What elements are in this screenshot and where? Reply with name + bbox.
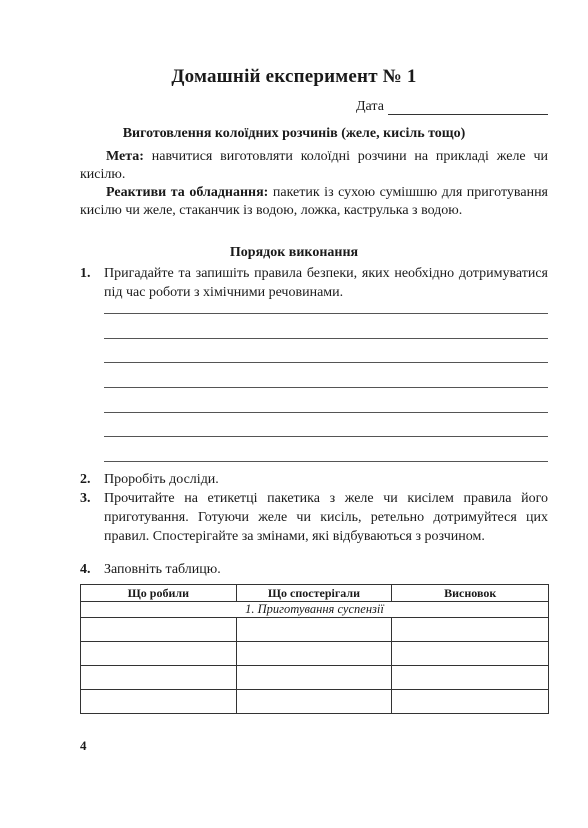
step-number: 3. [80,491,91,506]
column-header-actions: Що робили [81,585,237,602]
date-input-line[interactable] [388,101,548,115]
step-1 [80,264,548,302]
goal-label: Мета: [106,149,144,164]
step-number: 4. [80,562,91,577]
table-row [81,642,549,666]
answer-line[interactable] [104,387,548,388]
step-text: Пригадайте та запишіть правила безпеки, яких необхідно дотримуватися під час роботи з хімічними речовинами. [104,266,548,300]
date-label: Дата [356,99,384,114]
step-3 [80,489,548,546]
step-4 [80,560,548,579]
table-cell[interactable] [81,642,237,666]
step-text: Прочитайте на етикетці пакетика з желе чи кисілем правила його приготування. Готуючи желе чи кисіль, ретельно дотримуйтеся цих правил. Спостерігайте за змінами, які відбуваються з розчином. [104,491,548,544]
column-header-conclusion: Висновок [392,585,549,602]
step-number: 1. [80,266,91,281]
page-title: Домашній експеримент № 1 [171,66,417,87]
table-cell[interactable] [81,690,237,714]
goal-text: навчитися виготовляти колоїдні розчини на прикладі желе чи кисілю. [80,149,548,182]
observation-table [80,584,549,714]
step-2 [80,470,548,489]
reagents-text: пакетик із сухою сумішшю для приготування кисілю чи желе, стаканчик із водою, ложка, каструлька з водою. [80,185,548,218]
table-row [81,618,549,642]
answer-line[interactable] [104,412,548,413]
step-number: 2. [80,472,91,487]
table-cell[interactable] [392,618,549,642]
answer-line[interactable] [104,313,548,314]
answer-line[interactable] [104,338,548,339]
table-row [81,666,549,690]
date-field [356,99,548,115]
column-header-observations: Що спостерігали [236,585,392,602]
table-cell[interactable] [236,642,392,666]
table-cell[interactable] [81,666,237,690]
answer-line[interactable] [104,461,548,462]
answer-line[interactable] [104,436,548,437]
goal-paragraph [80,148,548,184]
table-cell[interactable] [392,642,549,666]
procedure-heading: Порядок виконання [229,245,359,260]
reagents-paragraph [80,184,548,220]
table-header-row [81,585,549,602]
answer-line[interactable] [104,362,548,363]
table-cell[interactable] [236,618,392,642]
page-number: 4 [80,738,87,753]
experiment-subtitle: Виготовлення колоїдних розчинів (желе, кисіль тощо) [122,126,466,141]
table-cell[interactable] [236,690,392,714]
table-cell[interactable] [392,666,549,690]
reagents-label: Реактиви та обладнання: [106,185,269,200]
table-cell[interactable] [392,690,549,714]
step-text: Проробіть досліди. [104,472,219,487]
step-text: Заповніть таблицю. [104,562,221,577]
section-label: 1. Приготування суспензії [81,602,549,618]
table-cell[interactable] [81,618,237,642]
table-cell[interactable] [236,666,392,690]
table-section-row [81,602,549,618]
table-row [81,690,549,714]
